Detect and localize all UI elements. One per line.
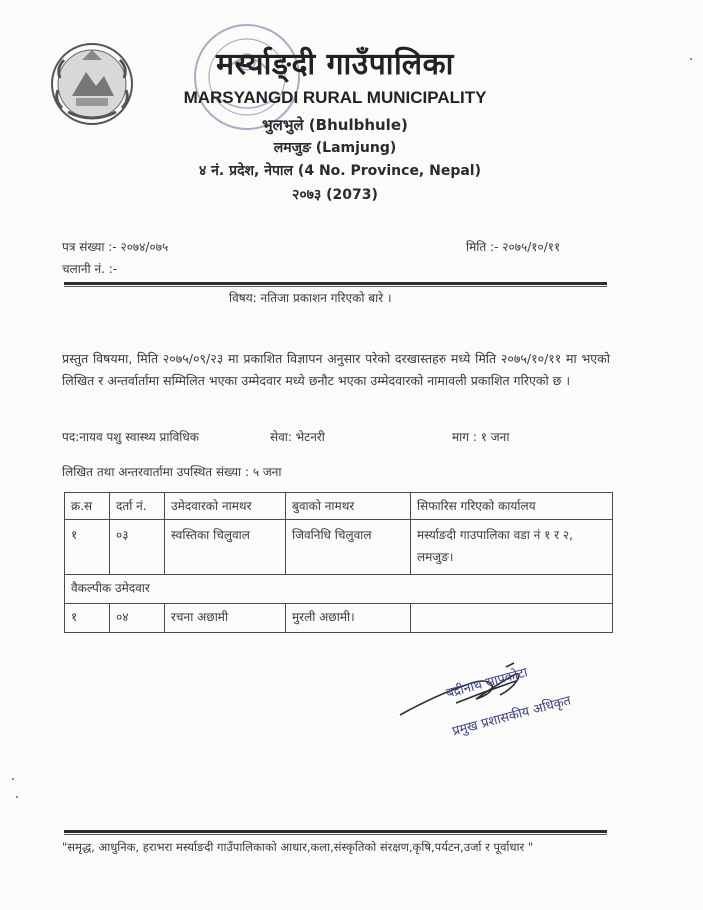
letter-date: मिति :- २०७५/१०/११ (466, 240, 561, 254)
municipality-name-english: MARSYANGDI RURAL MUNICIPALITY (183, 88, 487, 107)
alternate-candidate-label: वैकल्पीक उमेदवार (65, 575, 613, 604)
header-divider (64, 282, 607, 285)
nepal-emblem-icon (46, 38, 138, 130)
table-cell (411, 604, 613, 633)
signatory-name: बद्रीनाथ सापकोटा (444, 665, 530, 702)
location-line: भुलभुले (Bhulbhule) (262, 116, 408, 134)
table-cell: रचना अछामी (165, 604, 286, 633)
post-title: पद:नायव पशु स्वास्थ्य प्राविधिक (62, 430, 199, 444)
subject-line: विषय: नतिजा प्रकाशन गरिएको बारे । (229, 291, 392, 305)
footer-motto: "समृद्ध, आधुनिक, हराभरा मर्स्याङदी गाउँपालिकाको आधार,कला,संस्कृतिको संरक्षण,कृषि,पर्यटन,उर्जा र पूर्वाधार " (62, 840, 534, 854)
column-header-serial: क्र.स (65, 493, 110, 520)
table-cell: जिवनिधि चिलुवाल (286, 520, 411, 575)
footer-divider (64, 830, 607, 833)
dispatch-number: चलानी नं. :- (62, 262, 118, 276)
scan-speck (12, 778, 14, 780)
column-header-father: बुवाको नामथर (286, 493, 411, 520)
table-cell: ०३ (110, 520, 165, 575)
table-cell: १ (65, 520, 110, 575)
table-row (65, 520, 613, 575)
results-table (64, 492, 613, 633)
table-cell: मर्स्याङदी गाउपालिका वडा नं १ र २, लमजुङ। (411, 520, 613, 575)
service-name: सेवा: भेटनरी (270, 430, 325, 444)
table-header-row (65, 493, 613, 520)
header-divider-thin (64, 286, 607, 287)
column-header-office: सिफारिस गरिएको कार्यालय (411, 493, 613, 520)
reference-number: पत्र संख्या :- २०७४/०७५ (62, 240, 169, 254)
table-cell: मुरली अछामी। (286, 604, 411, 633)
table-row (65, 604, 613, 633)
column-header-candidate: उमेदवारको नामथर (165, 493, 286, 520)
province-line: ४ नं. प्रदेश, नेपाल (4 No. Province, Nepal) (198, 163, 482, 179)
column-header-registration: दर्ता नं. (110, 493, 165, 520)
table-cell: १ (65, 604, 110, 633)
attendance-count: लिखित तथा अन्तरवार्तामा उपस्थित संख्या : ५ जना (62, 465, 282, 479)
established-year: २०७३ (2073) (292, 187, 378, 203)
vacancy-quota: माग : १ जना (452, 430, 510, 444)
body-paragraph: प्रस्तुत विषयमा, मिति २०७५/०९/२३ मा प्रकाशित विज्ञापन अनुसार परेको दरखास्तहरु मध्ये मिति २०७५/१०/११ मा भएको लिखित र अन्तर्वार्तामा सम्मिलित भएका उम्मेदवार मध्ये छनौट भएका उम्मेदवारको नामावली प्रकाशित गरिएको छ । (62, 351, 610, 388)
municipality-name-nepali: मर्स्याङ्दी गाउँपालिका (216, 47, 454, 82)
scan-speck (16, 796, 18, 798)
table-cell: ०४ (110, 604, 165, 633)
district-line: लमजुङ (Lamjung) (273, 140, 397, 156)
table-cell: स्वस्तिका चिलुवाल (165, 520, 286, 575)
scan-speck (690, 58, 692, 60)
signatory-title: प्रमुख प्रशासकीय अधिकृत (450, 693, 573, 740)
footer-divider-thin (64, 834, 607, 835)
alternate-heading-row (65, 575, 613, 604)
